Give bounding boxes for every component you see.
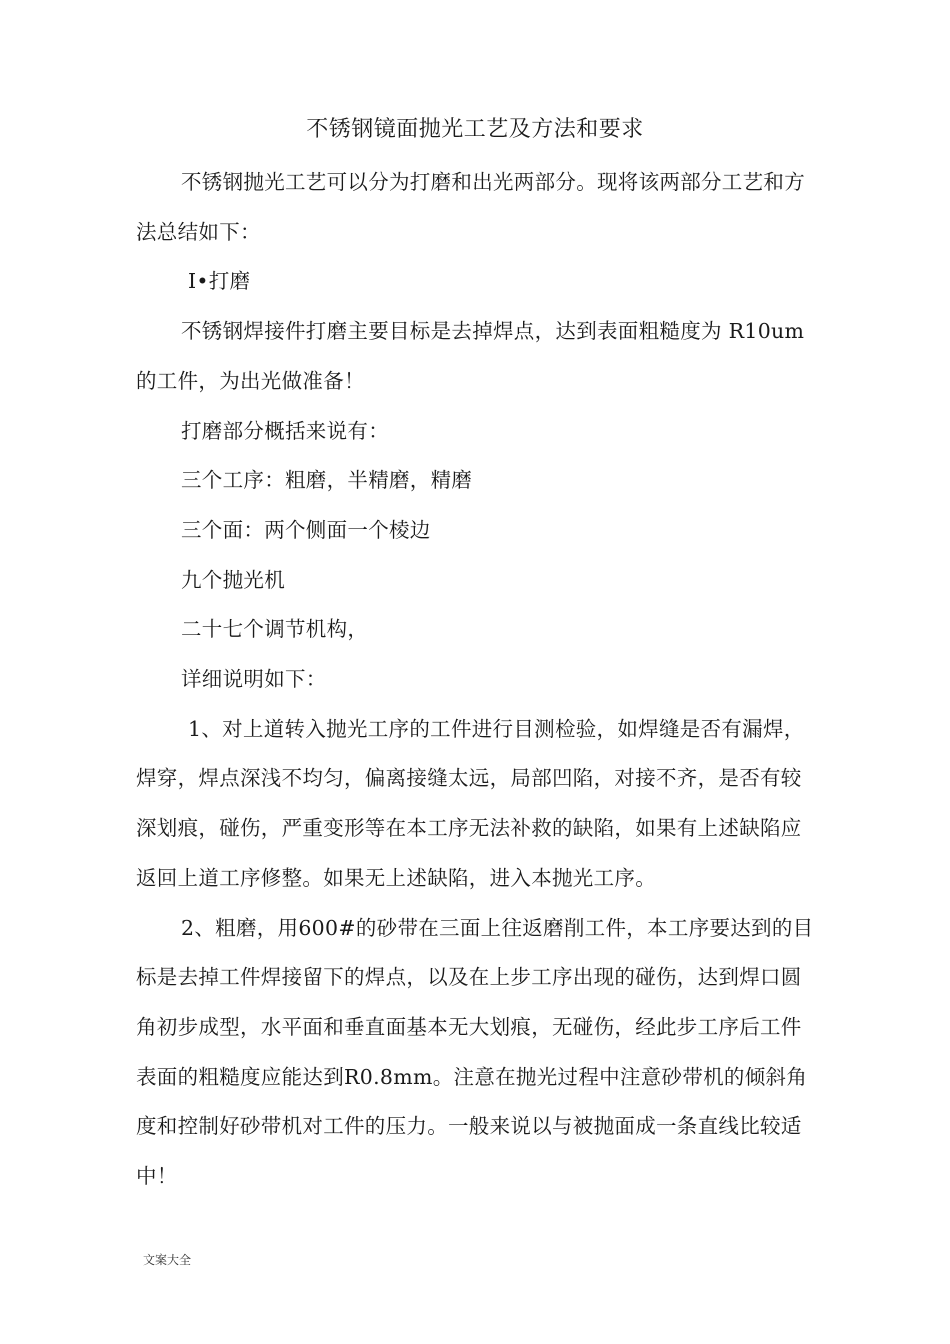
summary-heading: 打磨部分概括来说有：	[181, 418, 389, 443]
detail-heading: 详细说明如下：	[181, 667, 327, 692]
list-item-faces: 三个面：两个侧面一个棱边	[181, 517, 431, 542]
step-1-paragraph: 1、对上道转入抛光工序的工件进行目测检验，如焊缝是否有漏焊，焊穿，焊点深浅不均匀，偏离接缝太远，局部凹陷，对接不齐，是否有较深划痕，碰伤，严重变形等在本工序无法补救的缺陷，如果有上述缺陷应返回上道工序修整。如果无上述缺陷，进入本抛光工序。	[136, 716, 805, 890]
step-2-paragraph: 2、粗磨，用600#的砂带在三面上往返磨削工件，本工序要达到的目标是去掉工件焊接留下的焊点，以及在上步工序出现的碰伤，达到焊口圆角初步成型，水平面和垂直面基本无大划痕，无碰伤，经此步工序后工件表面的粗糙度应能达到R0.8mm。注意在抛光过程中注意砂带机的倾斜角度和控制好砂带机对工件的压力。一般来说以与被抛面成一条直线比较适中！	[136, 915, 814, 1189]
intro-paragraph: 不锈钢抛光工艺可以分为打磨和出光两部分。现将该两部分工艺和方法总结如下：	[136, 170, 805, 244]
footer-label: 文案大全	[143, 1253, 192, 1267]
document-body	[136, 158, 816, 1202]
list-item-machines: 九个抛光机	[181, 567, 285, 592]
section-heading: I•打磨	[188, 269, 251, 294]
list-item-processes: 三个工序：粗磨，半精磨，精磨	[181, 468, 473, 493]
list-item-mechanisms: 二十七个调节机构，	[181, 617, 369, 642]
goal-paragraph: 不锈钢焊接件打磨主要目标是去掉焊点，达到表面粗糙度为 R10um的工件，为出光做准备！	[136, 319, 805, 393]
document-title: 不锈钢镜面抛光工艺及方法和要求	[306, 117, 644, 142]
